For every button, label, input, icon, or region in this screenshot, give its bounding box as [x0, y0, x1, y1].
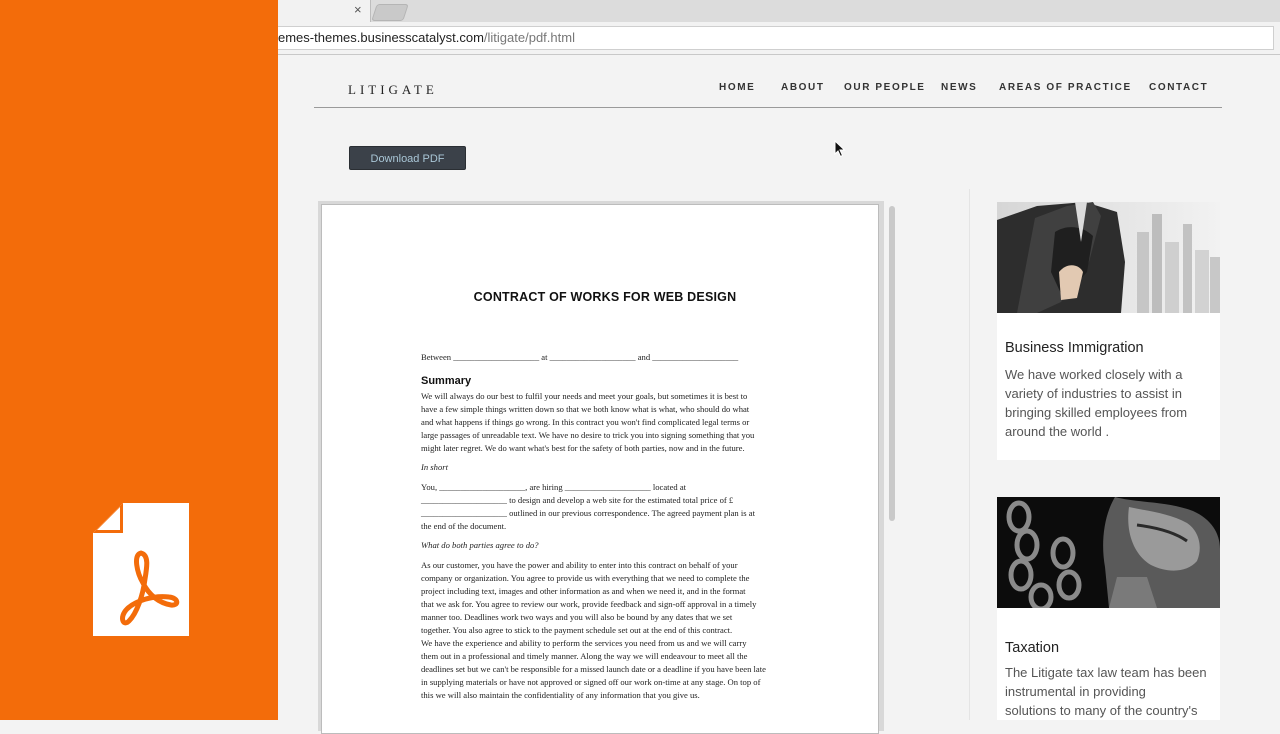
- pdf-line: them out in a professional and timely manner. Along the way we will endeavour to meet all the: [421, 651, 748, 661]
- pdf-line: deadlines set but we can't be responsible for a missed launch date or a deadline if you have been late: [421, 664, 766, 674]
- pdf-what-heading: What do both parties agree to do?: [421, 540, 539, 550]
- card-title[interactable]: Taxation: [1005, 640, 1060, 656]
- address-bar[interactable]: [278, 26, 1274, 50]
- card-line: We have worked closely with a: [1005, 367, 1183, 382]
- pdf-line: As our customer, you have the power and ability to enter into this contract on behalf of your: [421, 560, 738, 570]
- url-host: emes-themes.businesscatalyst.com: [278, 30, 484, 45]
- card-description: [1005, 365, 1210, 441]
- pdf-line: in supplying materials or have not approved or signed off our work on-time at any stage. On top of: [421, 677, 761, 687]
- pdf-line: You, ____________________, are hiring ____________________ located at: [421, 482, 687, 492]
- address-bar-row: [278, 22, 1280, 55]
- pdf-line: and what happens if things go wrong. In this contract you won't find complicated legal terms or: [421, 417, 750, 427]
- card-line: solutions to many of the country's: [1005, 703, 1198, 718]
- pdf-line: ____________________ outlined in our previous correspondence. The agreed payment plan is at: [421, 508, 755, 518]
- mouse-cursor-icon: [834, 140, 846, 158]
- taxation-image: [997, 497, 1220, 608]
- pdf-file-icon: [93, 503, 189, 636]
- pdf-viewer[interactable]: [318, 201, 884, 731]
- site-logo[interactable]: LITIGATE: [348, 82, 438, 97]
- download-pdf-button[interactable]: Download PDF: [349, 146, 466, 170]
- pdf-line: project including text, images and other information as and when we need it, and in the format: [421, 586, 746, 596]
- pdf-summary-paragraph: [421, 390, 789, 455]
- pdf-line: that we ask for. You agree to review our work, provide feedback and sign-off approval in a timely: [421, 599, 757, 609]
- pdf-title: CONTRACT OF WORKS FOR WEB DESIGN: [473, 290, 737, 304]
- pdf-in-short: In short: [421, 462, 448, 472]
- card-line: bringing skilled employees from: [1005, 405, 1188, 420]
- pdf-line: company or organization. You agree to provide us with everything that we need to complete the: [421, 573, 750, 583]
- pdf-line: together. You also agree to stick to the payment schedule set out at the end of this contract.: [421, 625, 733, 635]
- new-tab-button[interactable]: [371, 4, 409, 21]
- pdf-experience-paragraph: [421, 637, 789, 702]
- url-path: /litigate/pdf.html: [483, 30, 575, 45]
- pdf-line: the end of the document.: [421, 521, 507, 531]
- practice-card[interactable]: [997, 497, 1220, 720]
- card-title[interactable]: Business Immigration: [1005, 340, 1144, 356]
- practice-card[interactable]: [997, 202, 1220, 460]
- pdf-line: have a few simple things written down so that we both know what is what, who should do what: [421, 404, 750, 414]
- card-description: [1005, 663, 1210, 720]
- nav-home[interactable]: HOME: [719, 82, 756, 93]
- pdf-line: We will always do our best to fulfil your needs and meet your goals, but sometimes it is best to: [421, 391, 748, 401]
- main-nav: [278, 82, 1280, 96]
- pdf-line: this we will also maintain the confidentiality of any information that you give us.: [421, 690, 700, 700]
- card-line: around the world .: [1005, 424, 1110, 439]
- nav-areas-of-practice[interactable]: AREAS OF PRACTICE: [999, 82, 1132, 93]
- pdf-you-paragraph: [421, 481, 789, 533]
- pdf-scrollbar[interactable]: [889, 206, 895, 521]
- pdf-line: We have the experience and ability to perform the services you need from us and we will carry: [421, 638, 747, 648]
- business-immigration-image: [997, 202, 1220, 313]
- card-line: variety of industries to assist in: [1005, 386, 1183, 401]
- tab-close-icon[interactable]: ×: [354, 2, 362, 17]
- nav-our-people[interactable]: OUR PEOPLE: [844, 82, 926, 93]
- nav-about[interactable]: ABOUT: [781, 82, 825, 93]
- pdf-line: might later regret. We do want what's best for the safety of both parties, now and in the future.: [421, 443, 745, 453]
- pdf-customer-paragraph: [421, 559, 789, 637]
- pdf-page: [321, 204, 879, 734]
- pdf-line: ____________________ to design and develop a web site for the estimated total price of £: [421, 495, 734, 505]
- card-line: The Litigate tax law team has been: [1005, 665, 1207, 680]
- pdf-summary-heading: Summary: [421, 375, 472, 387]
- nav-news[interactable]: NEWS: [941, 82, 978, 93]
- nav-divider: [314, 107, 1222, 108]
- card-line: instrumental in providing: [1005, 684, 1146, 699]
- column-divider: [969, 189, 970, 720]
- browser-tab-strip: [278, 0, 1280, 22]
- pdf-between-line: Between ____________________ at ____________________ and ____________________: [421, 352, 739, 362]
- browser-tab[interactable]: [278, 0, 371, 22]
- web-page: [278, 55, 1280, 720]
- pdf-line: large passages of unreadable text. We have no desire to trick you into signing something that you: [421, 430, 755, 440]
- pdf-line: manner too. Deadlines work two ways and you will also be bound by any dates that we set: [421, 612, 733, 622]
- nav-contact[interactable]: CONTACT: [1149, 82, 1209, 93]
